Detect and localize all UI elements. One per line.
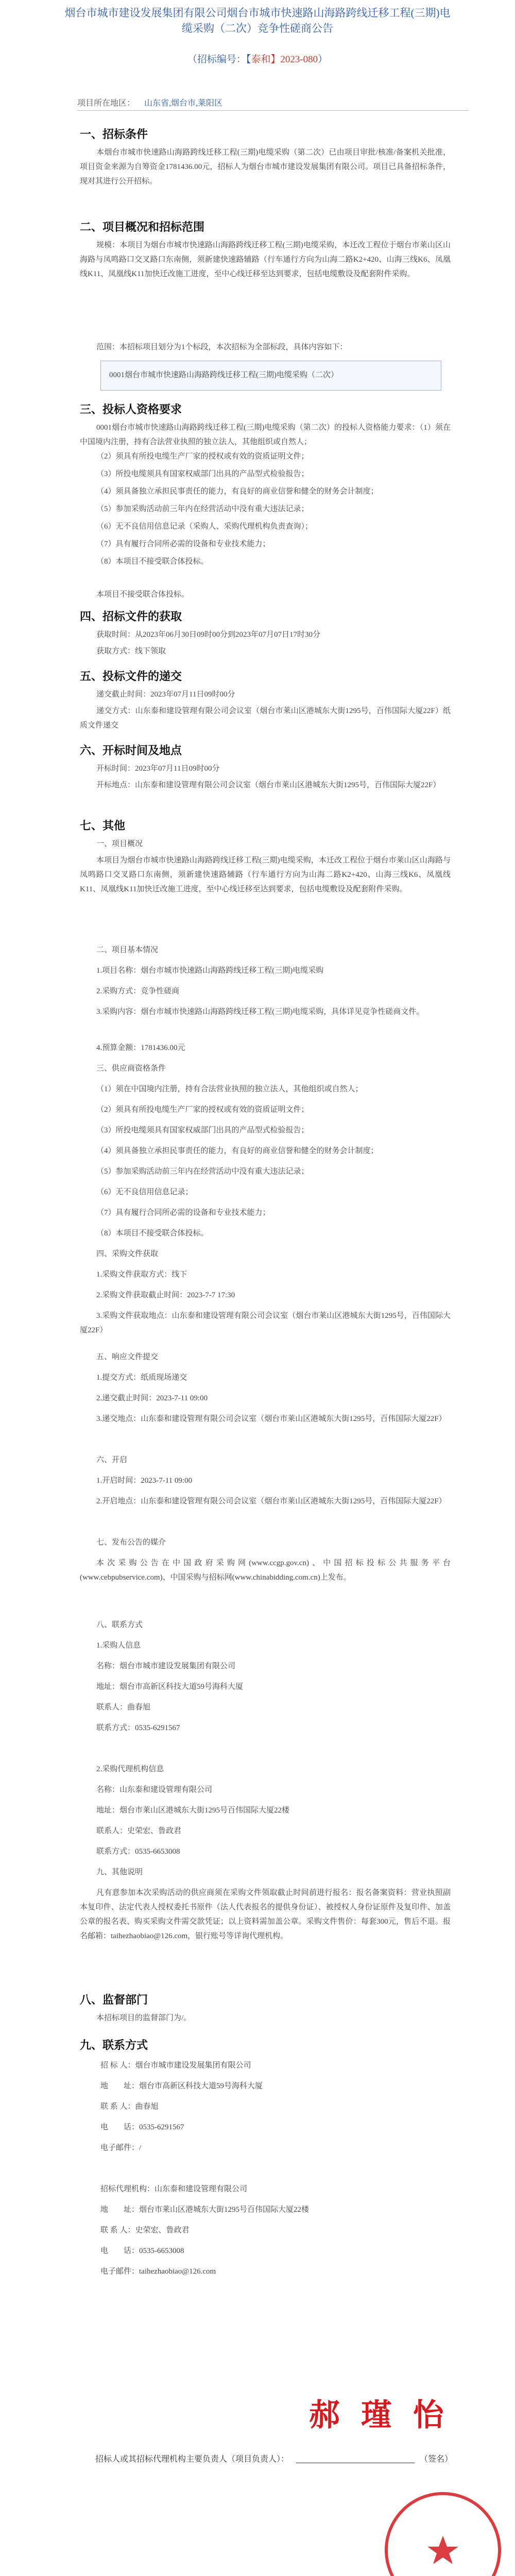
- section-heading-opening: 六、开标时间及地点: [80, 744, 182, 757]
- submission-deadline-label: 递交截止时间：: [96, 690, 151, 699]
- tenderer-email: [100, 2141, 471, 2155]
- other-line: （8）本项目不接受联合体投标。: [96, 1229, 209, 1238]
- supervision-body: 本招标项目的监督部门为/。: [96, 2014, 192, 2022]
- obtain-time: [80, 628, 451, 642]
- section-heading-contact: 九、联系方式: [80, 2039, 148, 2052]
- media-notice: 本次采购公告在中国政府采购网(www.ccgp.gov.cn)、中国招标投标公共服务平台(www.cebpubservice.com)、中国采购与招标网(www.chinabidding.com.cn)上发布。: [80, 1559, 451, 1582]
- section-heading-qualification: 三、投标人资格要求: [80, 403, 182, 416]
- obtain-method-value: 线下领取: [135, 647, 166, 655]
- opening-time-value: 2023年07月11日09时00分: [135, 765, 220, 773]
- tender-code-prefix: （招标编号：【: [187, 54, 251, 65]
- agent-address-value: 烟台市莱山区港城东大街1295号百伟国际大厦22楼: [139, 2206, 310, 2214]
- seal-ring: [386, 2494, 500, 2576]
- other-line: 二、项目基本情况: [96, 946, 159, 954]
- tender-code-value: 泰和】2023-080: [251, 54, 318, 65]
- signature-suffix: （签名）: [420, 2455, 453, 2464]
- section-heading-submission: 五、投标文件的递交: [80, 670, 182, 683]
- tenderer-name-label: 招 标 人：: [100, 2061, 135, 2070]
- other-line: 4.预算金额：1781436.00元: [96, 1044, 185, 1052]
- other-line: 2.开启地点：山东泰和建设管理有限公司会议室（烟台市莱山区港城东大街1295号，百伟国际大厦22F）: [96, 1497, 447, 1505]
- tenderer-email-label: 电子邮件：: [100, 2144, 140, 2152]
- submission-place: [80, 704, 451, 733]
- project-region: [77, 96, 232, 108]
- other-line: 名称：烟台市城市建设发展集团有限公司: [96, 1662, 236, 1670]
- other-line: 3.采购文件获取地点：山东泰和建设管理有限公司会议室（烟台市莱山区港城东大街1295号，百伟国际大厦22F）: [80, 1312, 451, 1334]
- opening-time-label: 开标时间：: [96, 765, 135, 773]
- other-line: 2.采购文件获取截止时间：2023-7-7 17:30: [96, 1291, 235, 1299]
- handwritten-signature: 郝 瑾 怡: [309, 2397, 449, 2433]
- other-line: （1）须在中国境内注册，持有合法营业执照的独立法人，其他组织或自然人；: [96, 1085, 363, 1093]
- qualification-item: （8）本项目不接受联合体投标。: [96, 557, 209, 566]
- project-region-label: 项目所在地区：: [77, 99, 135, 108]
- registration-notice: 凡有意参加本次采购活动的供应商须在采购文件领取截止时间前进行报名：报名备案资料：营业执照副本复印件、法定代表人授权委托书原件（法人代表报名的提供身份证）、被授权人身份证原件及复印件、加盖公章的报名表、购买采购文件需交款凭证；以上资料需加盖公章。采购文件售价：每套300元，售后不退。报名邮箱：taihezhaobiao@126.com，银行账号等详询代理机构。: [80, 1889, 451, 1940]
- divider: [77, 110, 469, 111]
- tenderer-name: [100, 2058, 471, 2073]
- other-line: 三、供应商资格条件: [96, 1064, 166, 1073]
- qualification-item: （5）参加采购活动前三年内在经营活动中没有重大违法记录；: [96, 505, 309, 513]
- tenderer-contact-value: 曲春旭: [135, 2103, 159, 2111]
- section-heading-conditions: 一、招标条件: [80, 128, 148, 141]
- agent-email-label: 电子邮件：: [100, 2267, 140, 2276]
- obtain-method: [80, 644, 451, 658]
- agent-email-value: taihezhaobiao@126.com: [139, 2267, 216, 2276]
- tenderer-phone-label: 电 话：: [100, 2123, 140, 2131]
- signature-line-label: 招标人或其招标代理机构主要负责人（项目负责人）：: [95, 2455, 289, 2464]
- agent-email: [100, 2264, 471, 2279]
- submission-deadline-value: 2023年07月11日09时00分: [150, 690, 235, 699]
- section-heading-other: 七、其他: [80, 819, 126, 832]
- other-line: 1.采购文件获取方式：线下: [96, 1270, 187, 1279]
- agent-name-value: 山东泰和建设管理有限公司: [154, 2185, 248, 2193]
- consortium-note: 本项目不接受联合体投标。: [96, 590, 190, 599]
- other-line: 六、开启: [96, 1456, 128, 1464]
- tenderer-address-value: 烟台市高新区科技大道59号海科大厦: [139, 2082, 263, 2090]
- obtain-time-label: 获取时间：: [96, 631, 135, 639]
- tenderer-phone-value: 0535-6291567: [139, 2123, 184, 2131]
- opening-place-value: 山东泰和建设管理有限公司会议室（烟台市莱山区港城东大街1295号，百伟国际大厦22F）: [135, 781, 441, 789]
- obtain-method-label: 获取方式：: [96, 647, 135, 655]
- agent-phone: [100, 2244, 471, 2258]
- agent-address-label: 地 址：: [100, 2206, 140, 2214]
- tenderer-contact: [100, 2099, 471, 2114]
- other-line: 联系人：史荣宏、鲁政君: [96, 1827, 182, 1835]
- other-line: 1.采购人信息: [96, 1641, 141, 1650]
- project-region-value: 山东省,烟台市,莱阳区: [144, 99, 223, 108]
- other-line: （7）具有履行合同所必需的设备和专业技术能力；: [96, 1209, 270, 1217]
- agent-address: [100, 2202, 471, 2217]
- tenderer-contact-label: 联 系 人：: [100, 2103, 135, 2111]
- other-line: 2.采购代理机构信息: [96, 1765, 164, 1773]
- agent-phone-value: 0535-6653008: [139, 2247, 184, 2255]
- page-title: 烟台市城市建设发展集团有限公司烟台市城市快速路山海路跨线迁移工程(三期)电缆采购（二次）竞争性磋商公告: [64, 7, 451, 35]
- agent-name: [100, 2182, 471, 2196]
- other-line: （2）须具有所投电缆生产厂家的授权或有效的资质证明文件；: [96, 1106, 309, 1114]
- other-line: 名称：山东泰和建设管理有限公司: [96, 1786, 213, 1794]
- qualification-item: （2）须具有所投电缆生产厂家的授权或有效的资质证明文件；: [96, 452, 309, 461]
- tenderer-email-value: /: [139, 2144, 142, 2152]
- submission-place-label: 递交方式：: [96, 707, 135, 715]
- other-line: （5）参加采购活动前三年内在经营活动中没有重大违法记录；: [96, 1167, 309, 1176]
- other-line: 一、项目概况: [96, 840, 143, 848]
- other-line: 地址：烟台市莱山区港城东大街1295号百伟国际大厦22楼: [96, 1806, 290, 1815]
- tenderer-address-label: 地 址：: [100, 2082, 140, 2090]
- other-line: （3）所投电缆须具有国家权威部门出具的产品型式检验报告；: [96, 1126, 309, 1134]
- agent-phone-label: 电 话：: [100, 2247, 140, 2255]
- lot-item: 0001烟台市城市快速路山海路跨线迁移工程(三期)电缆采购（二次）: [109, 371, 338, 379]
- qualification-item: （7）具有履行合同所必需的设备和专业技术能力；: [96, 540, 270, 548]
- section-heading-documents: 四、招标文件的获取: [80, 610, 182, 623]
- tender-code: [0, 52, 515, 65]
- agent-contact: [100, 2223, 471, 2238]
- qualification-item: （3）所投电缆须具有国家权威部门出具的产品型式检验报告；: [96, 470, 309, 478]
- other-line: （4）须具备独立承担民事责任的能力，有良好的商业信誉和健全的财务会计制度；: [96, 1147, 379, 1155]
- agent-contact-label: 联 系 人：: [100, 2226, 135, 2234]
- other-line: 八、联系方式: [96, 1621, 143, 1629]
- other-line: 四、采购文件获取: [96, 1250, 159, 1258]
- seal-star-icon: [427, 2536, 458, 2564]
- agent-name-label: 招标代理机构：: [100, 2185, 155, 2193]
- qualification-item: 0001烟台市城市快速路山海路跨线迁移工程(三期)电缆采购（第二次）的投标人资格能力要求：（1）须在中国境内注册，持有合法营业执照的独立法人，其他组织或自然人；: [80, 423, 451, 446]
- tenderer-phone: [100, 2120, 471, 2134]
- company-seal: [381, 2488, 505, 2576]
- other-line: 1.项目名称：烟台市城市快速路山海路跨线迁移工程(三期)电缆采购: [96, 967, 324, 975]
- section-heading-overview: 二、项目概况和招标范围: [80, 221, 205, 233]
- tenderer-address: [100, 2079, 471, 2093]
- opening-place: [80, 778, 451, 792]
- tender-code-suffix: ）: [318, 54, 328, 65]
- submission-place-value: 山东泰和建设管理有限公司会议室（烟台市莱山区港城东大街1295号，百伟国际大厦22F）纸质文件递交: [80, 707, 451, 730]
- submission-deadline: [80, 687, 451, 702]
- other-line: 1.开启时间：2023-7-11 09:00: [96, 1477, 193, 1485]
- section-body-conditions: 本烟台市城市快速路山海路跨线迁移工程(三期)电缆采购（第二次）已由项目审批/核准/备案机关批准，项目资金来源为自筹资金1781436.00元，招标人为烟台市城市建设发展集团有限公司。项目已具备招标条件，现对其进行公开招标。: [80, 148, 451, 185]
- other-line: 九、其他说明: [96, 1868, 143, 1876]
- tender-scope: 范围：本招标项目划分为1个标段，本次招标为全部标段，具体内容如下：: [96, 343, 348, 351]
- other-line: 地址：烟台市高新区科技大道59号海科大厦: [96, 1683, 244, 1691]
- other-line: 3.递交地点：山东泰和建设管理有限公司会议室（烟台市莱山区港城东大街1295号，百伟国际大厦22F）: [96, 1415, 447, 1423]
- qualification-item: （4）须具备独立承担民事责任的能力，有良好的商业信誉和健全的财务会计制度；: [96, 487, 379, 496]
- other-line: 1.提交方式：纸质现场递交: [96, 1374, 187, 1382]
- opening-place-label: 开标地点：: [96, 781, 135, 789]
- other-line: 联系方式：0535-6291567: [96, 1724, 180, 1732]
- other-line: 2.采购方式：竞争性磋商: [96, 987, 180, 995]
- other-line: 五、响应文件提交: [96, 1353, 159, 1361]
- other-line: 七、发布公告的媒介: [96, 1538, 166, 1547]
- section-heading-supervision: 八、监督部门: [80, 1993, 148, 2006]
- other-line: 2.递交截止时间：2023-7-11 09:00: [96, 1394, 208, 1402]
- other-line: 联系方式：0535-6653008: [96, 1848, 180, 1856]
- tenderer-name-value: 烟台市城市建设发展集团有限公司: [135, 2061, 251, 2070]
- project-overview: 规模：本项目为烟台市城市快速路山海路跨线迁移工程(三期)电缆采购，本迁改工程位于烟台市莱山区山海路与凤鸣路口交叉路口东南侧，须新建快速路辅路（行车通行方向为山海二路K2+420、山海三线K6、凤凰线K11、凤凰线K11加快迁改施工进度，至中心线迁移至达到要求，包括电缆敷设及配套附件采购。: [80, 241, 451, 278]
- other-line: 联系人：曲春旭: [96, 1703, 151, 1711]
- opening-time: [80, 761, 451, 776]
- obtain-time-value: 从2023年06月30日09时00分到2023年07月07日17时30分: [135, 631, 321, 639]
- agent-contact-value: 史荣宏、鲁政君: [135, 2226, 190, 2234]
- other-line: 本项目为烟台市城市快速路山海路跨线迁移工程(三期)电缆采购，本迁改工程位于烟台市莱山区山海路与凤鸣路口交叉路口东南侧，须新建快速路辅路（行车通行方向为山海二路K2+420、山海三线K6、凤凰线K11、凤凰线K11加快迁改施工进度，至中心线迁移至达到要求，包括电缆敷设及配套附件采购。: [80, 856, 451, 893]
- other-line: （6）无不良信用信息记录；: [96, 1188, 193, 1196]
- qualification-item: （6）无不良信用信息记录（采购人、采购代理机构负责查询）；: [96, 522, 313, 531]
- other-line: 3.采购内容：烟台市城市快速路山海路跨线迁移工程(三期)电缆采购，具体详见竞争性磋商文件。: [96, 1008, 424, 1016]
